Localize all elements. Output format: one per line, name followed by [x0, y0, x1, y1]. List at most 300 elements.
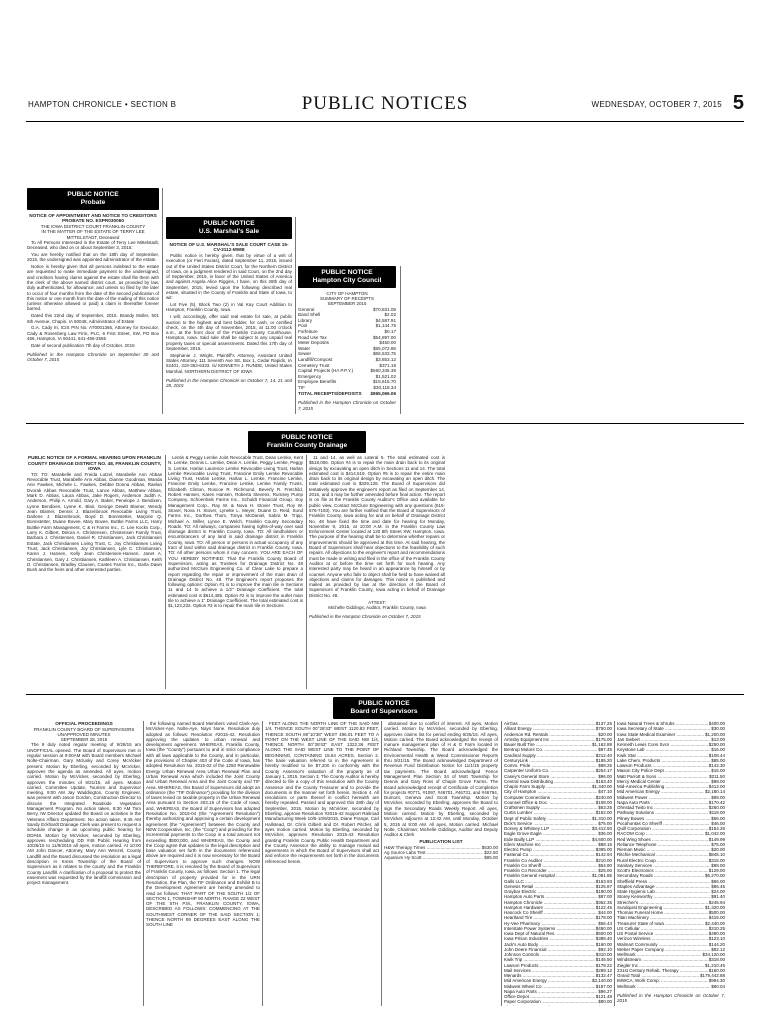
drainage-attest: ATTEST: — [368, 599, 386, 605]
supervisors-board: FRANKLIN COUNTY BOARD OF SUPERVISORS UNAPPROVED MINUTES — [33, 726, 135, 737]
masthead-rule — [26, 121, 744, 122]
claim-vendor: John Deere Financial ..... — [504, 947, 597, 952]
claim-vendor: Napa Auto Parts ..... — [504, 989, 597, 994]
section-rule — [26, 423, 744, 424]
claim-amount: $170.42 — [708, 799, 725, 805]
claim-vendor: Franklin Co Auditor ..... — [504, 858, 595, 863]
claim-amount: $210.25 — [708, 925, 725, 931]
marshal-para-4: Stephanie J. Wright, Plaintiff's Attorney, Assistant United States Attorney, 111 Seventh Ave SE, Box 1, Cedar Rapids, IA 52401, 319-363-6333. /s/ KENNETH J. RUNDE, United States Marshal, NORTHERN DISTRICT OF IOWA — [166, 352, 292, 374]
drainage-column-1 — [27, 455, 162, 689]
marshal-published: Published in the Hampton Chronicle on October 7, 14, 21 and 28, 2015 — [166, 378, 292, 389]
claim-amount: $362.35 — [595, 899, 612, 905]
claim-vendor: Mid American Energy ..... — [617, 789, 704, 794]
claim-vendor: Keystone Lab ..... — [617, 747, 710, 752]
probate-para-3: Notice is hereby given that all persons indebted to the estate are requested to make immediate payment to the undersigned, and creditors having claims against the estate shall file them with the clerk of the above named district court, as provided by law, duly authenticated, for allowance, and unless so filed by the later to occur of four months from the date of the second publication of this notice or one month from the date of the mailing of this notice (unless otherwise allowed or paid) a claim is thereafter forever barred. — [27, 264, 159, 312]
claim-vendor: Mercy Medical Center ..... — [617, 779, 710, 784]
claim-amount: $395.00 — [595, 847, 612, 852]
claim-amount: $178.00 — [595, 915, 612, 921]
claim-vendor: Eagle Grove Eagle ..... — [504, 831, 597, 836]
claim-amount: $185.20 — [595, 757, 612, 763]
receipt-fund: Emergency — [298, 373, 322, 379]
claim-vendor: Dick's Service ..... — [504, 821, 597, 826]
drainage-published: Published in the Hampton Chronicle on October 7, 2015 — [309, 614, 421, 620]
claim-vendor: H&W Therapy Times ..... — [384, 845, 481, 850]
claim-amount: $92.10 — [598, 946, 612, 952]
publication-list — [384, 845, 498, 861]
claim-vendor: Scott's Electronics ..... — [617, 868, 708, 873]
receipt-fund: Forfeiture — [298, 329, 318, 335]
claim-amount: $30.00 — [711, 726, 725, 732]
receipt-amount: $66,533.75 — [373, 351, 396, 357]
claim-vendor: RACOM Corp ..... — [617, 831, 704, 836]
probate-para-1: To All Persons Interested in the Estate of Terry Lee Mittelstadt, Deceased, who died on or about September 3, 2015: — [27, 239, 159, 251]
claim-vendor: Curtis Lumber ..... — [504, 810, 595, 815]
claim-amount: $85.00 — [484, 855, 498, 861]
receipt-row — [298, 368, 396, 374]
claim-amount: $187.00 — [595, 983, 612, 989]
receipt-amount: $54,897.00 — [373, 334, 396, 340]
receipt-fund: TOTAL RECEIPTS/DEPOSITS — [298, 390, 362, 396]
claim-amount: $75.00 — [711, 841, 725, 847]
receipt-fund: TIF — [298, 385, 305, 391]
column-divider — [400, 266, 401, 414]
claim-vendor: Sheffield Press ..... — [617, 879, 710, 884]
claim-vendor: Walmart Community ..... — [617, 942, 708, 947]
column-divider — [295, 217, 296, 414]
header-line: U.S. Marshal's Sale — [198, 228, 260, 236]
claim-vendor: Menards ..... — [504, 973, 595, 978]
column-divider — [381, 721, 382, 1006]
claim-amount: $108.00 — [595, 799, 612, 805]
claim-vendor: Pathway Solutions ..... — [617, 810, 708, 815]
claim-vendor: Franklin Co Recorder ..... — [504, 868, 597, 873]
claim-amount: $144.20 — [708, 941, 725, 947]
publication-list-title: PUBLICATION LIST — [419, 839, 463, 845]
section-label: HAMPTON CHRONICLE • SECTION B — [28, 100, 177, 109]
claim-amount: $250.00 — [708, 742, 725, 747]
claim-amount: $56.44 — [598, 920, 612, 926]
probate-para-2: You are hereby notified that on the 18th day of September, 2015, the undersigned was appointed administrator of the estate. — [27, 251, 159, 263]
claim-vendor: Sanitary Services ..... — [617, 863, 710, 868]
receipt-fund: Band Shell — [298, 312, 321, 318]
marshal-notice — [166, 217, 292, 414]
claim-vendor: Carpenter Uniform Co. ..... — [504, 768, 595, 773]
claim-vendor — [504, 1005, 597, 1007]
claim-amount: $2,440.00 — [704, 920, 725, 926]
claim-amount: $142.30 — [708, 763, 725, 768]
claim-vendor: Aquarium Hy Scott ..... — [384, 855, 483, 860]
column-divider — [165, 455, 166, 689]
claim-vendor: Franklin General Hospital ..... — [504, 873, 591, 878]
claim-amount: $254.17 — [595, 768, 612, 774]
claim-vendor: Mason City Police Dept ..... — [617, 768, 710, 773]
claim-vendor: Titan Machinery ..... — [617, 915, 708, 920]
claim-vendor: Wellmark ..... — [617, 952, 701, 957]
header-line: Board of Supervisors — [350, 708, 418, 716]
column-divider — [262, 721, 263, 1006]
claim-amount: $96.00 — [598, 773, 612, 779]
claim-vendor: Treasurer State of Iowa ..... — [617, 921, 704, 926]
claim-amount: $25.00 — [598, 868, 612, 873]
claim-amount: $87.45 — [598, 747, 612, 753]
drainage-column-2 — [168, 455, 303, 689]
receipt-fund: Landfill/Compost — [298, 357, 333, 363]
claim-vendor: Windstream ..... — [617, 957, 708, 962]
claim-vendor: Hampton Auto Parts ..... — [504, 894, 597, 899]
claim-amount: $80.04 — [711, 983, 725, 989]
claim-vendor: US Postal Service ..... — [617, 931, 708, 936]
claim-amount: $108.44 — [708, 752, 725, 758]
column-divider — [614, 721, 615, 1006]
claim-amount: $994.30 — [708, 978, 725, 984]
receipt-amount: $450.00 — [379, 340, 396, 346]
claim-vendor: CenturyLink ..... — [504, 758, 595, 763]
receipt-fund: Sewer — [298, 351, 312, 357]
claim-vendor: Dept of Public Safety ..... — [504, 816, 591, 821]
claim-vendor: Iowa Secretary of State ..... — [617, 726, 710, 731]
supervisors-published: Published in the Hampton Chronicle on October 7, 2015 — [617, 992, 725, 1004]
claim-amount: $96.27 — [598, 988, 612, 994]
claim-amount: $13.00 — [711, 736, 725, 742]
claim-vendor: Lake Chem. Products ..... — [617, 758, 710, 763]
claim-amount: $388.40 — [595, 936, 612, 942]
marshal-para-3: I will, accordingly, offer said real estate for sale, at public auction to the highest and best bidder, for cash, or certified check, on the 4th day of November, 2015, at 11:00 o'clock a.m., at the front door of the Franklin County Courthouse, Hampton, Iowa. Said sale shall be subject to any unpaid real property taxes or special assessments. Dated this 17th day of September, 2015. — [166, 314, 292, 352]
claim-vendor: Armsby Equipment Inc ..... — [504, 737, 595, 742]
claim-vendor: Central Iowa Distributing ..... — [504, 779, 595, 784]
claim-amount: $154.26 — [708, 826, 725, 831]
claim-vendor: Counsel Office & Doc. ..... — [504, 800, 595, 805]
claim-amount: $2,180.14 — [704, 789, 725, 795]
claim-amount: $16.00 — [711, 768, 725, 774]
claim-amount: $750.00 — [595, 726, 612, 732]
receipt-fund: Road Use Tax — [298, 334, 327, 340]
claim-amount: $210.00 — [595, 857, 612, 863]
claim-vendor: Rural Electric Coop ..... — [617, 858, 708, 863]
claim-amount: $412.00 — [708, 784, 725, 789]
claim-amount: $190.00 — [595, 889, 612, 894]
claim-vendor: Pitney Bowes ..... — [617, 816, 710, 821]
supervisors-column-6 — [617, 721, 725, 1006]
council-header — [298, 266, 396, 288]
claim-vendor: Kenneth Lewis Cons Svcs ..... — [617, 742, 708, 747]
claim-vendor: Rieman Music ..... — [617, 847, 710, 852]
claim-vendor: Hampton Chronicle ..... — [504, 900, 595, 905]
claim-vendor: Jan Siebert ..... — [617, 737, 710, 742]
claim-amount: $16.00 — [711, 747, 725, 753]
supervisors-col4-text: abstained due to conflict of interest. All ayes, Motion carried. Motion by McVicker, seconded by Eberling, approves claims list for period ending 9/25/15. All ayes, Motion carried. The Board acknowledged the receipt of manure management plan of H & G Farm located in Richland Township. The Board acknowledged the Environmental Health & Weed Commissioner Reports thru 9/21/15. The Board acknowledged Department of Revenue Fund Distribution Notice for 11/1/15 property tax payments. The Board acknowledged Fence Management Plan Section 34 of Mott Township for Dennis and Gary Ross of Chapin Grove Farms. The Board acknowledged receipt of Certificate of Completion for projects #0771, #1097, #46701, #46731, and #46794, Dumont, Geneva and Scott Township. Motion by McVicker, seconded by Eberling, approves the Board to sign the Secondary Roads Weekly Report. All ayes, Motion carried. Motion by Eberling, seconded by McVicker, adjourns at 12:42 AM, until Monday, October 5, 2015 at 9:00 AM. All ayes, Motion carried. Michael Nolte, Chairman; Michelle Giddings, Auditor and Deputy Auditor & Clerk — [384, 721, 498, 838]
claim-vendor: Comm. Pride ..... — [504, 763, 597, 768]
claim-amount: $152.00 — [595, 810, 612, 816]
receipt-fund: General — [298, 306, 315, 312]
marshal-title: NOTICE OF U.S. MARSHAL'S SALE COURT CASE 15-CV-3112-MWB — [169, 241, 289, 253]
claim-amount: $178.22 — [595, 962, 612, 968]
claim-amount: $530.00 — [481, 844, 498, 850]
council-receipts-table — [298, 307, 396, 397]
claim-vendor: Midwest Wheel Co. ..... — [504, 984, 595, 989]
claim-amount: $163.93 — [595, 878, 612, 884]
claim-amount: $163.40 — [595, 778, 612, 784]
claim-vendor: Hancock Co Sheriff ..... — [504, 910, 597, 915]
receipt-amount: $1,521.02 — [375, 373, 396, 379]
claim-vendor: Franklin Co Sheriff ..... — [504, 863, 597, 868]
claim-vendor: Eide Bailly LLP ..... — [504, 837, 591, 842]
claim-vendor: Casey's General Store ..... — [504, 774, 597, 779]
header-line: Hampton City Council — [312, 277, 382, 285]
drainage-signer: Michelle Giddings, Auditor, Franklin County, Iowa — [328, 604, 426, 610]
claim-vendor: Alliant Energy ..... — [504, 726, 595, 731]
probate-para-5: G.A. Cady III, ICIS PIN No. AT0001366, Attorney for Executor, Cady & Rosenberg Law Firm, PLC, 6 First Street, SW, PO Box 456, Hampton, IA 50441, 641-456-2555 — [27, 325, 159, 341]
receipt-fund: Capital Projects (HA P.P.Y.) — [298, 368, 354, 374]
probate-para-6: Date of second publication 7th day of October, 2015 — [31, 342, 135, 348]
header-line: PUBLIC NOTICE — [321, 269, 373, 276]
claim-amount: $87.00 — [598, 894, 612, 900]
claim-amount: $160.00 — [708, 967, 725, 973]
claim-vendor: Graybar Electric ..... — [504, 889, 595, 894]
receipt-amount: $30,118.34 — [373, 385, 396, 391]
claim-amount: $89.00 — [711, 794, 725, 800]
claim-amount: $415.00 — [708, 915, 725, 921]
claim-vendor: Wellmark ..... — [617, 984, 710, 989]
claim-vendor: Quill Corporation ..... — [617, 826, 708, 831]
claim-vendor: Staples Advantage ..... — [617, 884, 710, 889]
supervisors-column-1 — [27, 721, 141, 1006]
receipt-fund: Meter Deposits — [298, 340, 329, 346]
claim-vendor: Pocahontas Co Sheriff ..... — [617, 821, 710, 826]
claims-list-a — [504, 721, 612, 1006]
receipt-amount: $55,072.86 — [373, 345, 396, 351]
claim-amount: $260.00 — [708, 805, 725, 810]
claim-vendor: Secondary Roads ..... — [617, 873, 704, 878]
claim-amount — [597, 1005, 612, 1007]
claim-amount: $82.12 — [711, 946, 725, 952]
claim-amount: $318.00 — [708, 957, 725, 963]
claim-vendor: Lawson Products ..... — [617, 763, 708, 768]
issue-date: WEDNESDAY, OCTOBER 7, 2015 — [591, 100, 722, 109]
claim-amount: $289.12 — [595, 967, 612, 973]
claim-amount: $98.25 — [598, 763, 612, 768]
page-number: 5 — [732, 92, 744, 114]
header-line: Probate — [80, 199, 106, 207]
column-divider — [143, 721, 144, 1006]
claim-amount: $63.25 — [598, 805, 612, 810]
probate-para-4: Dated this 22nd day of September, 2015. Brandy Moller, 501 6th Avenue, Chapin, IA 50048, Administrator of Estate — [27, 313, 159, 324]
supervisors-column-4 — [384, 721, 498, 1006]
claim-amount: $149.99 — [708, 836, 725, 842]
supervisors-col2-text: the following named Board Members voted Clark-Aye, McVicker-Aye, Nolte-Aye, Nays None. Resolution duly adopted as follows: Resolution #2015-42. Resolution approving the updates to urban renewal and development agreement. WHEREAS, Franklin County, Iowa (the "County") pursuant to and in strict compliance with all laws applicable to the County, and in particular, the provisions of Chapter 403 of the Code of Iowa, has adopted Resolution No. 2015-02 of the 1250 Renewable Energy Urban Renewal Area Urban Renewal Plan and Urban Renewal Area which included the Joint County and Urban Renewal Area and the Joint County and TIF Area. WHEREAS, this Board of Supervisors did adopt an ordinance (the "TIF Ordinance") providing for the division of taxes levied on taxable property in the Urban Renewal Area pursuant to Section 403.19 of the Code of Iowa; and, WHEREAS, the Board of Supervisors has adopted Resolution No. 2015-04 (the "Agreement Resolution") thereby authorizing and approving a certain development agreement (the "Agreement") between the County and NEW Cooperative, Inc. (the "Coop") and providing for the incremental payments to the Coop in a total amount not exceeding $500,000, and WHEREAS, the County and the Coop agree that updates to the legal description and base valuation set forth in the documents referenced above are required and it is now necessary for the Board of Supervisors to approve such changes. NOW THEREFORE, it is resolved by the Board of Supervisors of Franklin County, Iowa, as follows: Section 1. The legal description of property provided for in the URN Resolution, the Plan, the TIF Ordinance and Exhibit B to the Development Agreement are hereby amended to read as follows: THAT PART OF THE SOUTH 1/2 OF SECTION 1, TOWNSHIP 90 NORTH, RANGE 22 WEST OF THE 5TH P.M., FRANKLIN COUNTY, IOWA, DESCRIBED AS FOLLOWS: COMMENCING AT THE SOUTHWEST CORNER OF THE SAID SECTION 1; THENCE NORTH 89 DEGREES EAST ALONG THE SOUTH LINE — [146, 721, 260, 928]
claim-vendor: Anderson Rd. Rentals ..... — [504, 732, 597, 737]
masthead — [0, 92, 770, 118]
claim-amount: $22.50 — [484, 849, 498, 855]
claim-amount: $500.00 — [708, 910, 725, 915]
probate-estate: IN THE MATTER OF THE ESTATE OF TERRY LEE MITTELSTADT, Deceased — [41, 229, 145, 240]
receipt-fund: Pool — [298, 323, 308, 329]
claim-amount: $145.50 — [595, 957, 612, 963]
claim-amount: $86.45 — [711, 883, 725, 889]
probate-header — [27, 188, 159, 210]
claim-vendor: Interstate Power Systems ..... — [504, 926, 595, 931]
claim-vendor: Hampton Hardware ..... — [504, 905, 595, 910]
drainage-column-3 — [309, 455, 445, 689]
claim-amount: $64.80 — [598, 862, 612, 868]
claim-amount: $118.00 — [709, 810, 725, 816]
drainage-header-box — [248, 431, 366, 453]
claim-amount: $3,412.50 — [591, 826, 612, 831]
claim-vendor: Office Depot ..... — [504, 994, 595, 999]
claim-line — [617, 984, 725, 989]
claim-amount: $245.94 — [708, 899, 725, 905]
header-line: PUBLIC NOTICE — [358, 700, 410, 707]
council-month: SEPTEMBER 2015 — [327, 301, 367, 307]
supervisors-date: SEPTEMBER 28, 2015 — [60, 737, 108, 743]
claim-vendor: Weber Paper Company ..... — [617, 947, 710, 952]
claim-amount: $1,320.00 — [704, 904, 725, 910]
receipt-fund: Employee Benefits — [298, 379, 337, 385]
receipt-amount: $15,615.70 — [373, 379, 396, 385]
claim-vendor: Electric Pump ..... — [504, 847, 595, 852]
claim-amount: $450.00 — [595, 925, 612, 931]
drainage-col3-text: 11 and 14, as well as Lateral 5. The total estimated cost is $518,006. Option #4 is to repair the main drain back to its original design by excavating an open ditch in Sections 11 and 14. The total estimated cost is $414,519. Option #5 is to repair the entire main drain back to its original design by excavating an open ditch. The total estimated cost is $329,128. The Board of Supervisors did tentatively approve the engineer's report as filed on September 14, 2015, and it may be further amended before final action. The report is on file at the Franklin County Auditor's Office and available for public view. Contact McClure Engineering with any questions (515-576-7193). You are further notified that the Board of Supervisors of Franklin County, Iowa acting for and on behalf of Drainage District No. 48 have fixed the time and date for hearing for Monday, November 9, 2015, at 10:00 A.M. in the Franklin County Law Enforcement Center located at 120 8th Street SW, Hampton, Iowa. The purpose of the hearing shall be to determine whether repairs or improvements should be approved at this time. At said hearing, the Board of Supervisors shall hear objections to the feasibility of such repairs. All objections to the engineer's report and recommendations must be made in writing and filed in the office of the Franklin County Auditor at or before the time set forth for such hearing. Any interested party may be heard in an appearance by himself or by counsel. Anyone who fails to object shall be held to have waived all objections and claims for damages. This notice is published and mailed as provided by law at the direction of the Board of Supervisors of Franklin County, Iowa acting in behalf of Drainage District No. 48. — [309, 455, 445, 598]
claim-vendor: Iowa Natural Trees & Shrubs ..... — [617, 721, 708, 726]
section-rule — [26, 694, 744, 695]
claim-amount: $240.00 — [595, 794, 612, 800]
claim-line — [504, 1005, 612, 1007]
claim-vendor: IMWCA, Work Comp. ..... — [617, 978, 708, 983]
claim-amount: $91.40 — [711, 894, 725, 900]
marshal-para-1: Public notice is hereby given, that by virtue of a writ of execution (or Fieri Facias), dated September 11, 2015, issued out of the United States District Court, for the Northern District of Iowa, on a judgment rendered in said Court, on the 2nd day of September, 2015, in favor of the United States of America and against Angela Alice Riggins, I have, on this 28th day of September, 2015, levied upon the following described real estate, situated in the County of Franklin and State of Iowa, to wit: — [166, 253, 292, 301]
receipt-amount: $3,853.12 — [375, 357, 396, 363]
claim-vendor: Kwik Star ..... — [617, 753, 708, 758]
claim-amount: $20.00 — [711, 847, 725, 852]
claim-amount: $66.00 — [711, 815, 725, 821]
claim-vendor: Craftsmen Supply ..... — [504, 805, 597, 810]
claim-amount: $98.00 — [711, 778, 725, 784]
probate-court: THE IOWA DISTRICT COURT FRANKLIN COUNTY — [40, 224, 146, 229]
claim-vendor: Mid American Energy ..... — [504, 978, 591, 983]
claim-amount: $160.00 — [595, 941, 612, 947]
claim-vendor: Iowa State Medical Examiner ..... — [617, 732, 704, 737]
claims-list-b — [617, 721, 725, 989]
claim-vendor: Galls LLC ..... — [504, 879, 595, 884]
receipt-amount: $0.17 — [384, 329, 396, 335]
probate-notice — [27, 188, 159, 414]
drainage-header — [248, 431, 366, 453]
claim-amount: $1,081.85 — [591, 873, 612, 879]
council-notice — [298, 266, 396, 414]
drainage-title: PUBLIC NOTICE OF A FORMAL HEARING UPON FRANKLIN COUNTY DRAINAGE DISTRICT NO. 48, FRANKLIN COUNTY, IOWA — [27, 455, 162, 472]
claim-vendor: Ag Source Labs Test ..... — [384, 850, 483, 855]
claim-amount: $44.00 — [598, 910, 612, 915]
claim-amount: $85.00 — [711, 757, 725, 763]
claim-amount: $121.48 — [595, 994, 612, 999]
claim-vendor: Midwest Power ..... — [617, 795, 710, 800]
supervisors-column-5 — [504, 721, 612, 1006]
receipt-amount: $4,587.91 — [375, 317, 396, 323]
claim-vendor: Thomas Funeral Home ..... — [617, 910, 708, 915]
claim-amount: $490.00 — [708, 931, 725, 936]
receipt-amount: $371.19 — [379, 362, 396, 368]
claim-amount: $211.50 — [709, 773, 725, 779]
claim-amount: $98.00 — [711, 862, 725, 868]
claim-vendor: Kwik Trip ..... — [504, 957, 595, 962]
claim-vendor: Hy-Vee Pharmacy ..... — [504, 921, 597, 926]
claim-amount: $75.00 — [598, 820, 612, 826]
header-line: PUBLIC NOTICE — [281, 434, 333, 441]
claim-vendor: City of Hampton ..... — [504, 789, 597, 794]
header-line: PUBLIC NOTICE — [203, 220, 255, 227]
supervisors-column-2 — [146, 721, 260, 1006]
claim-amount: $1,200.00 — [704, 731, 725, 737]
claim-vendor: Streicher's ..... — [617, 900, 708, 905]
claim-vendor: Lawson Products ..... — [504, 963, 595, 968]
receipt-amount: $865,066.06 — [370, 390, 396, 396]
receipt-amount: $560,345.36 — [370, 368, 396, 374]
supervisors-col1-text: The 9 duly noted regular meeting of 9/28/15 am UNOFFICIAL opened. The Board of Supervisors met in regular session at 9:00AM with Board members Michael Nolte-Chairman, Gary Mclusky and Corey McVicker present. Motion by Eberling, seconded by McVicker, approves the agenda as amended. All ayes, motion carried. Motion by McVicker, seconded by Eberling, approves the minutes of 9/21/15, all ayes. Motion carried. Committee Update, Tourism and Supervisor meeting. 9:00 AM Jay Waddington, County Engineer, was present with Jason Gordon, Construction Director to discuss the Integrated Roadside Vegetation Management Program. No action taken. 9:30 AM Tom Berry, IW Director updated the Board on activities in the Veterans Affairs Department. No action taken. 9:45 AM Sandy Eckhardt Drainage Clerk was present to request a schedule change in an upcoming public hearing for DD#48. Motion by McVicker, seconded by Eberling, approves rescheduling DD #48 Public Hearing from 10/26/15 to 11/9/2015 all ayes, motion carried. At 10:00 AM John Dancer, Attorney, Mary Ann Wenzel, County Landfill and the Board discussed the resolution as a legal description in Kress Township of the Board of Supervisors as it relates to the county and the Franklin County Landfill. A clarification of a proposal to protect the easement was requested by the landfill commission and project management. — [27, 742, 141, 886]
drainage-col2-text: Lentis & Peggy Lemke Joint Revocable Trust, Dean Lemke, Kent N. Lemke, Dennis L. Lemke, Dean A. Lemke, Peggy Lemke, Peggy S. Lemke, Harlan Laurence Lemke Revocable Living Trust, Harlan Lemke Revocable Living Trust, Francine Emily Lemke Revocable Living Trust, Harlan Lemke, Harlan L. Lemke, Francine Lemke, Francine Emily Lemke, Francine Lemke, Lemke Family Trusts, Elizabeth Clinton, Roscoe R. Richmond, Beverly R. Fretchild, Robert Hansen, Karen Hansen, Roberta Stevens, Rumsey Pump Company, Schoenhals Farms Inc., Schuldt Financial Group, Soy Management Corp., Ray W. & Nova H. Stover Trust, Roy W. Stover, Nova H. Stover, Lynette L. Meyer, Duane D. Reid, Sund Farms Inc., Dorthea Thom, Tonya McDaniel, Sabra M. Tripp, Michael A. Willer, Lynne E. Welch, Franklin County Secondary Roads. TO: All railways, companies having rights-of-way over said drainage district in Franklin County, Iowa. TO: All landholders or encumbrancers of any land in said drainage district in Franklin County, Iowa. TO: All person or persons in actual occupancy of any tract of land within said drainage district in Franklin County, Iowa. TO: All other persons whom it may concern. YOU ARE EACH OF YOU HEREBY NOTIFIED: That the Franklin County Board of Supervisors, acting as Trustees for Drainage District No. 48 authorized McClure Engineering Co. of Clear Lake to prepare a report regarding the repair or improvement of the main drain of Drainage District No. 48. The Engineer's report proposes the following options: Option #1 is to improve the main tile in Sections 11 and 14 to achieve a 1/2" Drainage Coefficient. The total estimated cost is $614,485. Option #2 is to improve the outlet main tile to achieve a 1" Drainage Coefficient. The total estimated cost is $1,123,232. Option #3 is to repair the main tile in Sections — [168, 455, 303, 609]
claim-amount: $3,140.00 — [591, 978, 612, 984]
claim-vendor: Fastenal Co ..... — [504, 852, 595, 857]
page-title: PUBLIC NOTICES — [301, 93, 469, 114]
receipt-fund: Library — [298, 317, 313, 323]
claim-amount: $175.00 — [595, 736, 612, 742]
supervisors-col3-text: FEET ALONG THE NORTH LINE OF THE SAID NW 1/4, THENCE SOUTH 00°28'43" WEST 1120.83 FEET, THENCE SOUTH 89°10'38" WEST 496.01 FEET TO A POINT ON THE WEST LINE OF THE SAID NW 1/4, THENCE NORTH 00°28'43" EAST 1322.36 FEET ALONG THE SAID WEST LINE TO THE POINT OF BEGINNING, CONTAINING 15.64 ACRES. Section 2. The base valuation referred to in the Agreement is hereby modified to be $7,200 in conformity with the County Assessor's valuation of the property as of January 1, 2015. Section 3. The County Auditor is hereby directed to file a copy of this resolution with the County Assessor and the County Treasurer and to provide the documents in the manner set forth herein. Section 4. All resolutions or parts thereof in conflict herewith are hereby repealed. Passed and approved this 28th day of September, 2015. Motion by McVicker, seconded by Eberling, approve Resolution #2015-42 Support Railroad Manufacturing Week 10/5-10/9/2015, Diane Prange, Carl Hallstead, Dr. Chris Gilbert and Dr. Robert Pitcher, all ayes motion carried. Motion by Eberling, seconded by McVicker, approves Resolution 2015-43 Resolution granting Franklin County Public Health Department and the County Assessor the ability to manage mutual aid agreements in which the Board of Supervisors shall act and enforce the requirements set forth in the documents referenced herein. — [265, 721, 379, 864]
claim-amount: $315.00 — [708, 857, 725, 863]
claim-amount: $310.00 — [595, 952, 612, 957]
claim-amount: $1,042.00 — [704, 831, 725, 837]
claim-amount: $179,442.88 — [699, 973, 725, 978]
claim-amount: $80.00 — [598, 999, 612, 1005]
receipt-fund: Water — [298, 345, 311, 351]
claim-vendor: US Cellular ..... — [617, 926, 708, 931]
claim-amount: $47.10 — [598, 789, 612, 795]
probate-published: Published in the Hampton Chronicle on September 30 and October 7, 2015 — [27, 352, 159, 363]
header-line: Franklin County Drainage — [266, 442, 348, 450]
header-line: PUBLIC NOTICE — [67, 191, 119, 198]
receipt-amount: $1,144.75 — [375, 323, 396, 329]
drainage-col1-text: TO: TO: Marabelle and Freida Lutzel, Marabelle Ann Abbas Revocable Trust, Marabelle Ann Abbas, Dianne Goodman, Wanda Ann Fawkes, Michele L. Fawkes, Debbie Donna Abbas, Raelan Dvorak Abbas Revocable Trust, Lance Abbas, Matthew Abbas, Mark D. Abbas, Laura Abbas, Jake Rogers, Anderson Judith A. Anderson, Philip A. Arnold, Gary A. Baker, Penelope J. Bendixen, Lynne Bendixen, Lynne K. Blair, George Dewitt Blamer, Wendy Jean Blamer, Dennis J. Blazenbrook Revocable Living Trust, Darlene J. Blazenbrook, Boyd D. Bonnstetter, Marjorie Q. Bonnstetter, Duane Bovee, Mary Bovee, Buttke Farms LLC, Harry Buttke Farm Management, C & H Farms Inc., C. Lee Kocks Corp., Larry K. Gilbert, Delora A. Christensen, Christensen Family Trust, Barbara J. Christensen, Daniel R. Christiansen, Jack Christiansen Estate, Jack Christiansen Living Trust, C. Joy Christiansen Living Trust, Jack Christiansen, Joy Christiansen, Lyle C. Christiansen, Karen J. Hansen, Kelly Jean Christensen-Hansen, Janet A. Christiansen, Gary J. Christiansen, Kathleen A. Christiansen, Keith D. Christiansen, Bradley Clausen, Coates Farms Inc., Darla Dawn Bush and the heirs and other interested parties. — [27, 471, 162, 573]
claim-vendor: AirGas ..... — [504, 721, 595, 726]
claim-vendor: Grand Total ..... — [617, 973, 699, 978]
council-city: CITY OF HAMPTON — [326, 290, 368, 296]
claim-amount: $212.40 — [595, 752, 612, 758]
claim-amount: $36.00 — [598, 831, 612, 837]
supervisors-header — [333, 697, 435, 719]
claim-vendor: Matt Parrott & Sons ..... — [617, 774, 708, 779]
claim-amount: $122.45 — [595, 904, 612, 910]
claim-amount: $137.25 — [595, 721, 612, 726]
claim-vendor: 231st Century Rehab. Therapy ..... — [617, 968, 708, 973]
council-summary: SUMMARY OF RECEIPTS — [319, 296, 375, 302]
claim-line — [384, 855, 498, 860]
claim-vendor: Mail Services ..... — [504, 968, 595, 973]
council-published: Published in the Hampton Chronicle on October 7, 2015 — [298, 400, 396, 411]
receipt-amount: $70,831.09 — [373, 306, 396, 312]
claim-amount: $6,270.00 — [704, 873, 725, 879]
column-divider — [501, 721, 502, 1006]
claim-vendor: Bentrup Motors Co. ..... — [504, 747, 597, 752]
supervisors-header-box — [333, 697, 435, 719]
receipt-amount: $2.02 — [384, 312, 396, 318]
claim-vendor: Iowa Prison Industries ..... — [504, 936, 595, 941]
claim-amount: $1,162.88 — [591, 742, 612, 747]
claim-amount: $56.00 — [711, 878, 725, 884]
claim-vendor: Ohnstad Twito Inc ..... — [617, 805, 708, 810]
column-divider — [162, 188, 163, 414]
claim-vendor: Storey Kenworthy ..... — [617, 894, 710, 899]
claim-vendor: State Hygienic Lab ..... — [617, 889, 710, 894]
claim-vendor: Sundquist Engineering ..... — [617, 905, 704, 910]
claim-amount: $88.16 — [598, 841, 612, 847]
claim-amount: $46.00 — [711, 820, 725, 826]
